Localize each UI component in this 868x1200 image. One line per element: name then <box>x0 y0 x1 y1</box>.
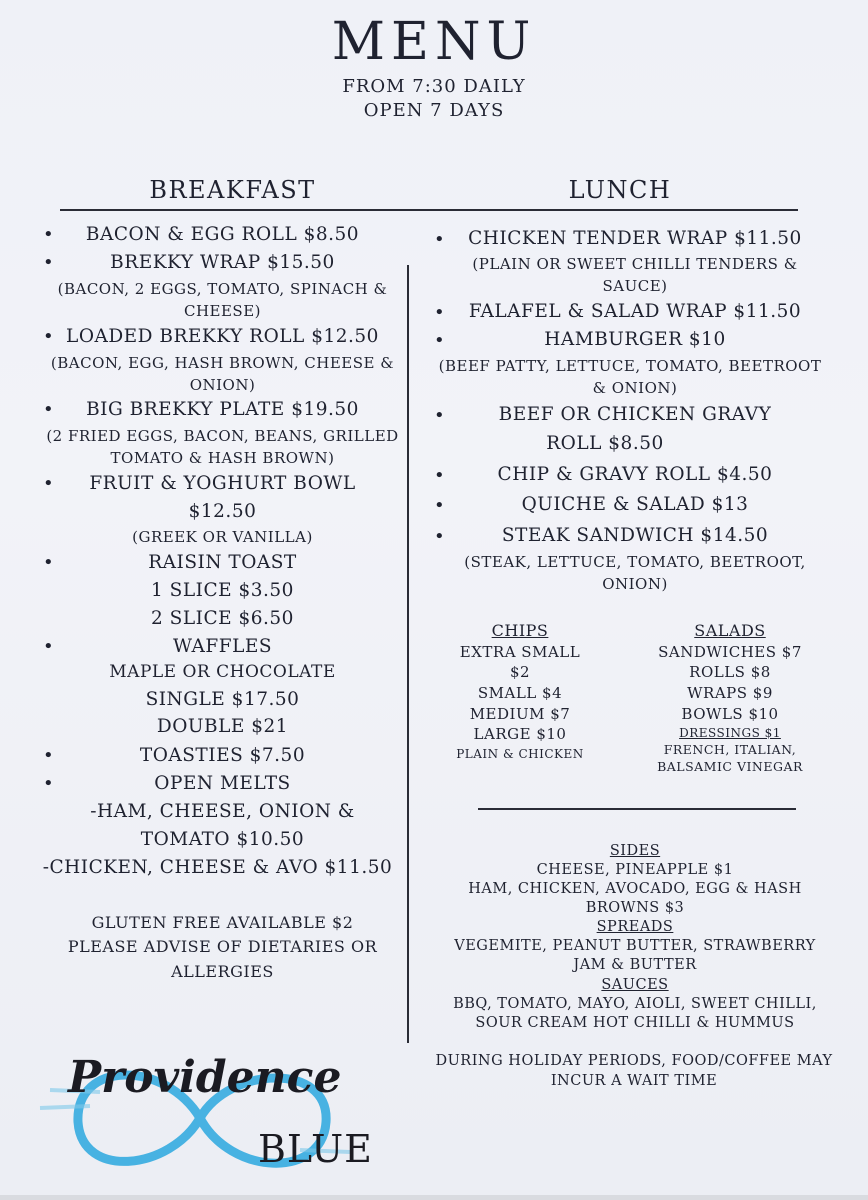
bullet-icon: • <box>43 252 54 273</box>
list-item-note: (BEEF PATTY, LETTUCE, TOMATO, BEETROOT <box>438 357 822 375</box>
salads-line: WRAPS $9 <box>687 684 773 702</box>
list-item: SINGLE $17.50 <box>145 689 300 710</box>
list-item: FALAFEL & SALAD WRAP $11.50 <box>468 301 802 322</box>
salads-line: BOWLS $10 <box>681 705 779 723</box>
list-item-note: & ONION) <box>592 379 678 397</box>
spreads-line: JAM & BUTTER <box>573 957 697 973</box>
breakfast-heading: BREAKFAST <box>149 176 316 204</box>
dietary-note: ALLERGIES <box>171 962 274 981</box>
chips-line: EXTRA SMALL <box>459 643 581 661</box>
list-item-note: ONION) <box>602 575 668 593</box>
list-item: OPEN MELTS <box>154 773 291 794</box>
column-divider <box>407 265 409 1043</box>
list-item: 2 SLICE $6.50 <box>151 608 294 629</box>
chips-line: SMALL $4 <box>477 684 563 702</box>
list-item: ROLL $8.50 <box>546 433 664 454</box>
list-item: TOMATO $10.50 <box>140 829 305 850</box>
list-item-note: CHEESE) <box>183 302 262 320</box>
sides-line: CHEESE, PINEAPPLE $1 <box>536 862 734 878</box>
menu-title: MENU <box>331 12 537 72</box>
dietary-note: GLUTEN FREE AVAILABLE $2 <box>91 913 354 932</box>
dietary-note: PLEASE ADVISE OF DIETARIES OR <box>67 937 378 956</box>
bullet-icon: • <box>43 326 54 347</box>
chips-heading: CHIPS <box>491 621 549 640</box>
list-item: WAFFLES <box>172 636 273 657</box>
chips-line: PLAIN & CHICKEN <box>456 747 584 761</box>
list-item-note: ONION) <box>189 376 256 394</box>
sides-line: BROWNS $3 <box>585 900 685 916</box>
salads-line: FRENCH, ITALIAN, <box>663 742 797 757</box>
logo-wordmark: Providence <box>68 1052 342 1103</box>
infinity-logo-icon <box>30 1030 370 1190</box>
sides-line: HAM, CHICKEN, AVOCADO, EGG & HASH <box>468 881 802 897</box>
bullet-icon: • <box>43 473 54 494</box>
providence-blue-logo <box>30 1030 370 1190</box>
salads-line: BALSAMIC VINEGAR <box>657 759 803 774</box>
logo-subword: BLUE <box>258 1127 370 1171</box>
list-item: TOASTIES $7.50 <box>139 745 306 766</box>
list-item: FRUIT & YOGHURT BOWL <box>89 473 356 494</box>
bullet-icon: • <box>434 405 445 426</box>
holiday-notice: INCUR A WAIT TIME <box>550 1073 718 1089</box>
list-item: LOADED BREKKY ROLL $12.50 <box>66 326 379 347</box>
list-item-note: TOMATO & HASH BROWN) <box>110 449 335 467</box>
list-item: BACON & EGG ROLL $8.50 <box>85 224 360 245</box>
list-item-note: (STEAK, LETTUCE, TOMATO, BEETROOT, <box>464 553 806 571</box>
list-item-note: (PLAIN OR SWEET CHILLI TENDERS & <box>472 255 798 273</box>
opening-hours: FROM 7:30 DAILY <box>342 76 526 97</box>
list-item: BREKKY WRAP $15.50 <box>110 252 335 273</box>
opening-days: OPEN 7 DAYS <box>363 100 505 121</box>
salads-line: ROLLS $8 <box>689 663 771 681</box>
list-item: -CHICKEN, CHEESE & AVO $11.50 <box>42 857 393 878</box>
spreads-heading: SPREADS <box>596 919 674 935</box>
chips-line: LARGE $10 <box>473 725 567 743</box>
holiday-notice: DURING HOLIDAY PERIODS, FOOD/COFFEE MAY <box>435 1053 833 1069</box>
list-item: RAISIN TOAST <box>148 552 297 573</box>
bullet-icon: • <box>43 399 54 420</box>
bullet-icon: • <box>434 229 445 250</box>
list-item: CHICKEN TENDER WRAP $11.50 <box>468 228 802 249</box>
lunch-heading: LUNCH <box>568 176 672 204</box>
bullet-icon: • <box>43 745 54 766</box>
bullet-icon: • <box>43 552 54 573</box>
bullet-icon: • <box>43 224 54 245</box>
list-item-note: SAUCE) <box>602 277 668 295</box>
list-item-note: (GREEK OR VANILLA) <box>132 528 313 546</box>
salads-line: DRESSINGS $1 <box>679 726 781 740</box>
list-item: QUICHE & SALAD $13 <box>521 494 749 515</box>
list-item-note: (BACON, EGG, HASH BROWN, CHEESE & <box>50 354 395 372</box>
list-item: BEEF OR CHICKEN GRAVY <box>498 404 772 425</box>
list-item-note: (2 FRIED EGGS, BACON, BEANS, GRILLED <box>46 427 399 445</box>
list-item: -HAM, CHEESE, ONION & <box>90 801 355 822</box>
list-item: 1 SLICE $3.50 <box>151 580 294 601</box>
list-item: CHIP & GRAVY ROLL $4.50 <box>497 464 773 485</box>
list-item-note: (BACON, 2 EGGS, TOMATO, SPINACH & <box>57 280 388 298</box>
list-item: DOUBLE $21 <box>156 716 289 737</box>
sauces-line: BBQ, TOMATO, MAYO, AIOLI, SWEET CHILLI, <box>453 996 817 1012</box>
chips-line: $2 <box>509 663 531 681</box>
sauces-line: SOUR CREAM HOT CHILLI & HUMMUS <box>475 1015 795 1031</box>
bullet-icon: • <box>434 526 445 547</box>
list-item: HAMBURGER $10 <box>544 329 726 350</box>
heading-divider <box>60 209 798 211</box>
bullet-icon: • <box>43 636 54 657</box>
chips-line: MEDIUM $7 <box>469 705 571 723</box>
list-item: $12.50 <box>188 501 257 522</box>
bullet-icon: • <box>434 465 445 486</box>
bullet-icon: • <box>434 330 445 351</box>
bullet-icon: • <box>434 495 445 516</box>
salads-line: SANDWICHES $7 <box>658 643 802 661</box>
bullet-icon: • <box>434 302 445 323</box>
section-divider <box>478 808 796 810</box>
sauces-heading: SAUCES <box>601 977 669 993</box>
spreads-line: VEGEMITE, PEANUT BUTTER, STRAWBERRY <box>454 938 816 954</box>
list-item: BIG BREKKY PLATE $19.50 <box>86 399 359 420</box>
bullet-icon: • <box>43 773 54 794</box>
list-item: STEAK SANDWICH $14.50 <box>501 525 769 546</box>
list-item-note: MAPLE OR CHOCOLATE <box>109 662 336 682</box>
salads-heading: SALADS <box>694 621 766 640</box>
sides-heading: SIDES <box>609 843 661 859</box>
